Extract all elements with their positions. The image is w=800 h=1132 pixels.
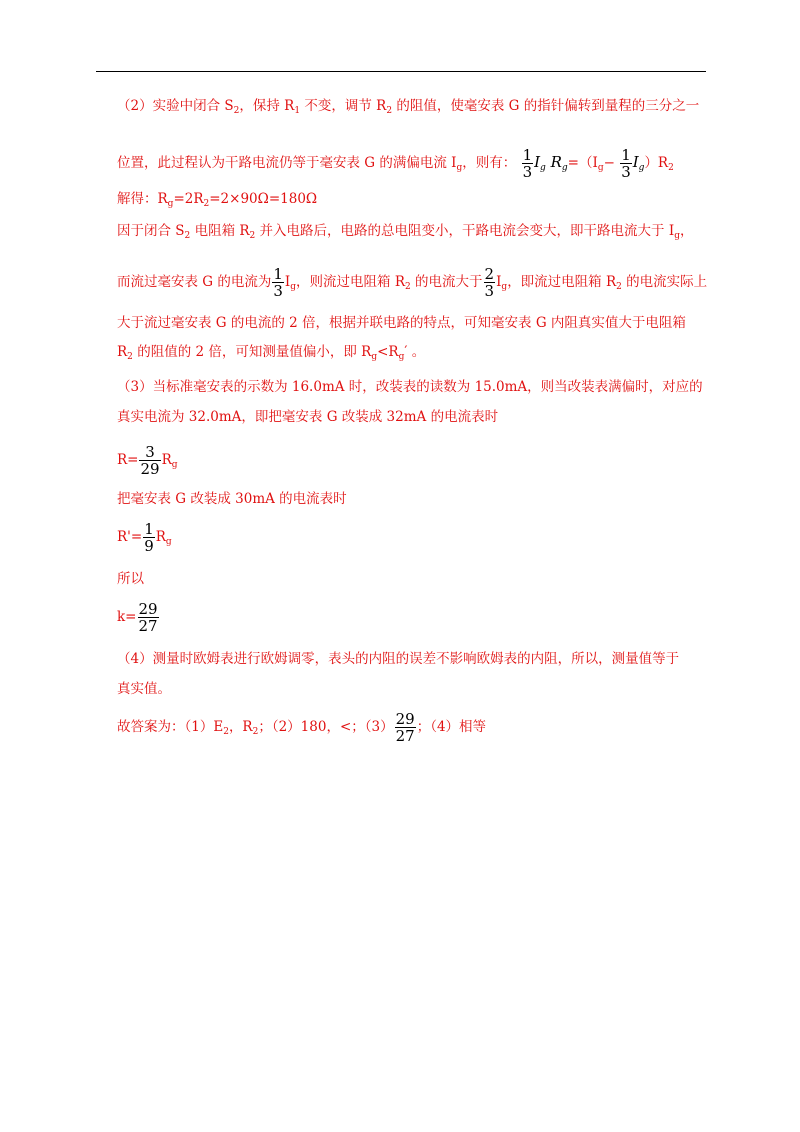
p3-formula-k: k= $\frac{29}{27}$ bbox=[117, 600, 158, 635]
p3-formula-r-prime: R'= $\frac{1}{9}$ $R_g$ bbox=[117, 520, 172, 555]
p2-line-2: 位置，此过程认为干路电流仍等于毫安表 G 的满偏电流 $I_g$，则有： $\frac{1}{3}$ $I_g$ $R_g=(I_g-$ $\frac{1}{3}$ $I_g)R_2$ bbox=[117, 146, 674, 181]
p2-line-5: 而流过毫安表 G 的电流为 $\frac{1}{3}$ $I_g$，则流过电阻箱 $R_2$ 的电流大于 $\frac{2}{3}$ $I_g$，即流过电阻箱 $R_2$ 的电流实际上 bbox=[117, 265, 708, 300]
fraction: $\frac{1}{3}$ bbox=[621, 146, 631, 181]
p3-line-2: 真实电流为 32.0mA，即把毫安表 G 改装成 32mA 的电流表时 bbox=[117, 409, 499, 425]
p2-line-3: 解得：$R_g=2R_2=2\times 90\Omega=180\Omega$ bbox=[117, 191, 318, 209]
fraction: $\frac{29}{27}$ bbox=[395, 710, 415, 745]
fraction: $\frac{1}{3}$ bbox=[273, 265, 283, 300]
fraction: $\frac{3}{29}$ bbox=[140, 443, 160, 478]
p2-line-4: 因于闭合 $S_2$ 电阻箱 $R_2$ 并入电路后，电路的总电阻变小，干路电流会变大，即干路电流大于 $I_g$， bbox=[117, 223, 694, 241]
p3-formula-r: R= $\frac{3}{29}$ $R_g$ bbox=[117, 443, 178, 478]
p3-line-4: 把毫安表 G 改装成 30mA 的电流表时 bbox=[117, 491, 347, 507]
p2-line-1: （2）实验中闭合 $S_2$，保持 $R_1$ 不变，调节 $R_2$ 的阻值，使毫安表 G 的指针偏转到量程的三分之一 bbox=[117, 98, 700, 116]
p3-line-1: （3）当标准毫安表的示数为 16.0mA 时，改装表的读数为 15.0mA，则当改装表满偏时，对应的 bbox=[117, 379, 703, 395]
fraction: $\frac{29}{27}$ bbox=[138, 600, 158, 635]
p2-line-6: 大于流过毫安表 G 的电流的 2 倍，根据并联电路的特点，可知毫安表 G 内阻真实值大于电阻箱 bbox=[117, 315, 686, 331]
p4-line-1: （4）测量时欧姆表进行欧姆调零，表头的内阻的误差不影响欧姆表的内阻，所以，测量值等于 bbox=[117, 651, 680, 667]
header-rule bbox=[96, 71, 706, 72]
answer-line: 故答案为：$(1)E_2$，$R_2$；（2）180，<；（3） $\frac{29}{27}$ ；（4）相等 bbox=[117, 710, 487, 745]
fraction: $\frac{2}{3}$ bbox=[484, 265, 495, 300]
p2-line-7: $R_2$ 的阻值的 2 倍，可知测量值偏小，即 $R_g<R_g'$ 。 bbox=[117, 344, 426, 362]
p4-line-2: 真实值。 bbox=[117, 681, 171, 697]
fraction: $\frac{1}{3}$ bbox=[522, 146, 533, 181]
p3-line-6: 所以 bbox=[117, 571, 144, 587]
fraction: $\frac{1}{9}$ bbox=[144, 520, 154, 555]
